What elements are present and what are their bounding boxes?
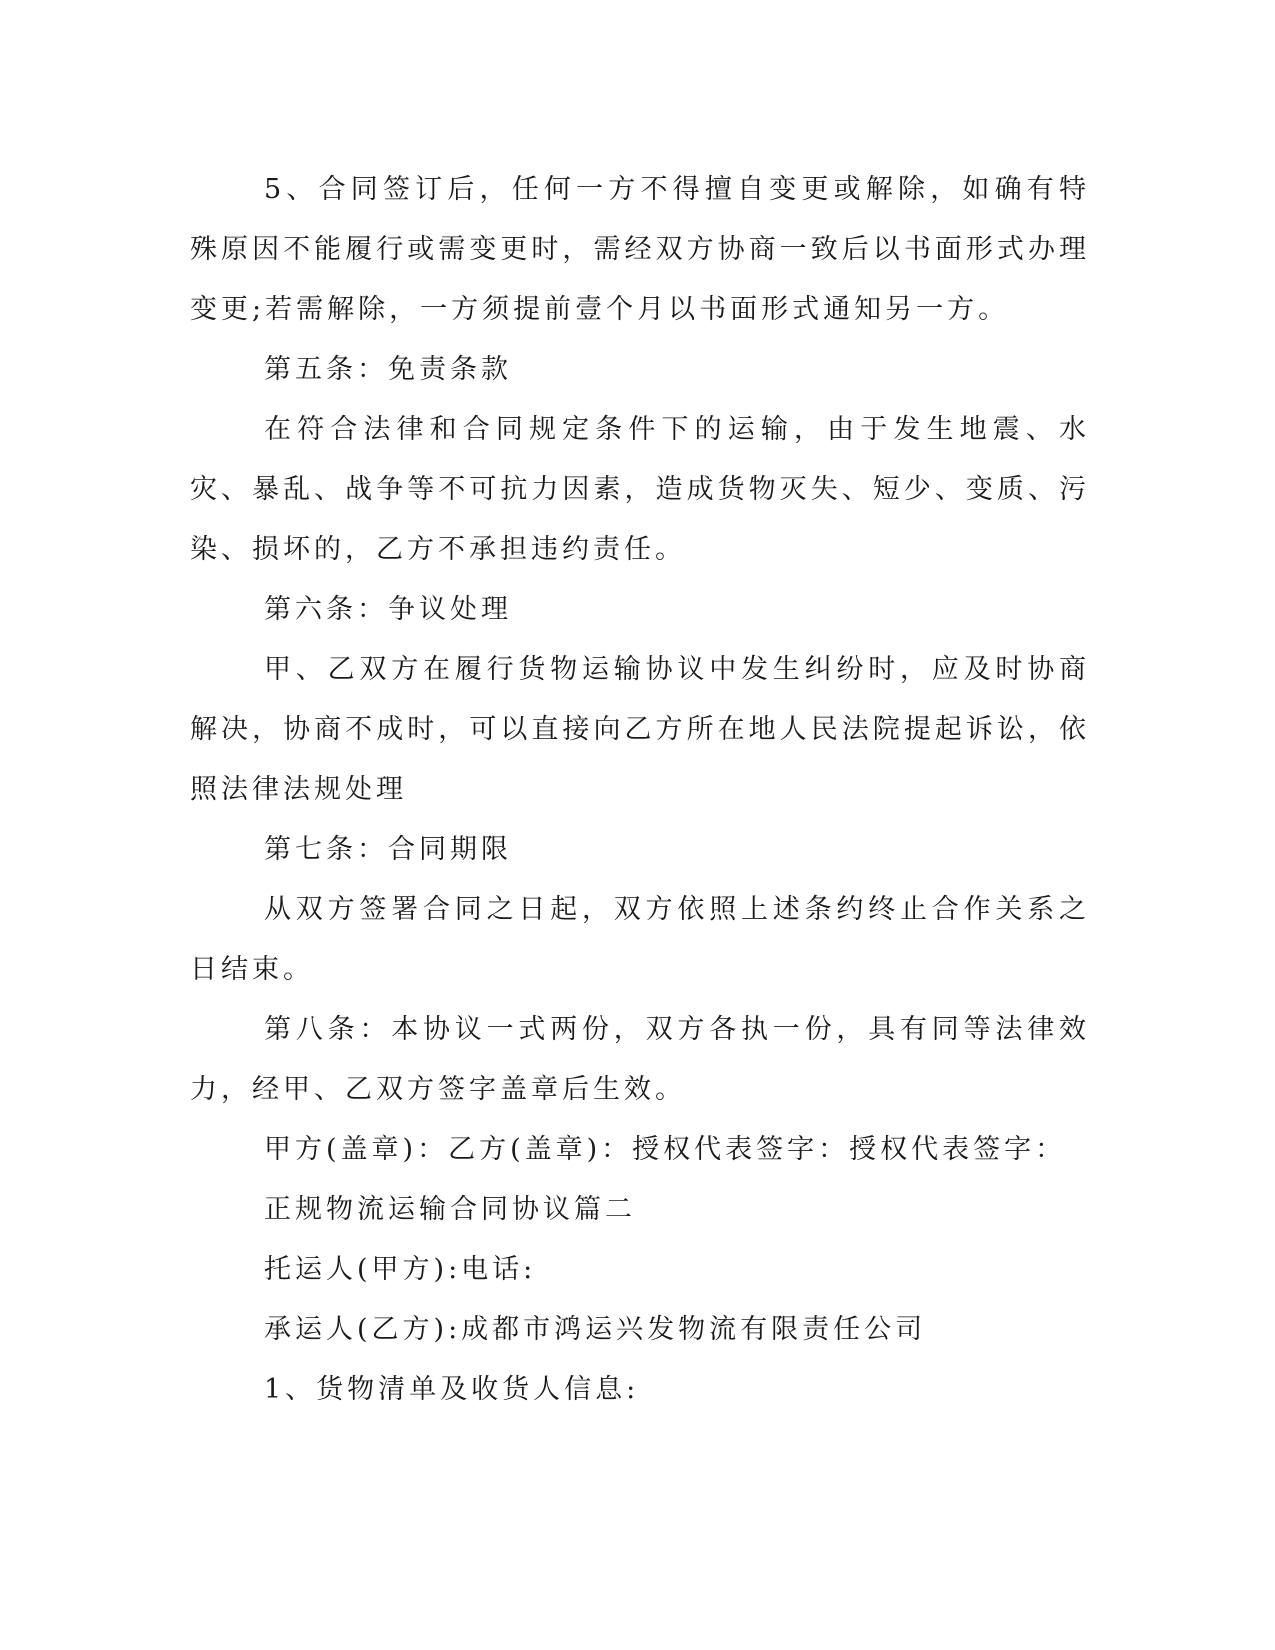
heading-article-6: 第六条：争议处理	[264, 594, 512, 625]
goods-list-heading: 1、货物清单及收货人信息:	[264, 1374, 640, 1405]
paragraph-clause-5: 5、合同签订后，任何一方不得擅自变更或解除，如确有特殊原因不能履行或需变更时，需经双方协商一致后以书面形式办理变更;若需解除，一方须提前壹个月以书面形式通知另一方。	[190, 174, 1090, 325]
heading-article-5: 第五条：免责条款	[264, 354, 512, 385]
heading-article-7: 第七条：合同期限	[264, 834, 512, 865]
paragraph-exemption: 在符合法律和合同规定条件下的运输，由于发生地震、水灾、暴乱、战争等不可抗力因素，造成货物灭失、短少、变质、污染、损坏的，乙方不承担违约责任。	[190, 414, 1090, 565]
paragraph-article-8: 第八条：本协议一式两份，双方各执一份，具有同等法律效力，经甲、乙双方签字盖章后生效。	[190, 1014, 1090, 1105]
paragraph-term: 从双方签署合同之日起，双方依照上述条约终止合作关系之日结束。	[190, 894, 1090, 985]
carrier-line: 承运人(乙方):成都市鸿运兴发物流有限责任公司	[264, 1314, 927, 1345]
document-body	[190, 160, 1090, 1420]
shipper-line: 托运人(甲方):电话:	[264, 1254, 537, 1285]
signature-line: 甲方(盖章)：乙方(盖章)：授权代表签字：授权代表签字：	[264, 1134, 1067, 1165]
paragraph-dispute: 甲、乙双方在履行货物运输协议中发生纠纷时，应及时协商解决，协商不成时，可以直接向乙方所在地人民法院提起诉讼，依照法律法规处理	[190, 654, 1090, 805]
section-title-part-2: 正规物流运输合同协议篇二	[264, 1194, 636, 1225]
